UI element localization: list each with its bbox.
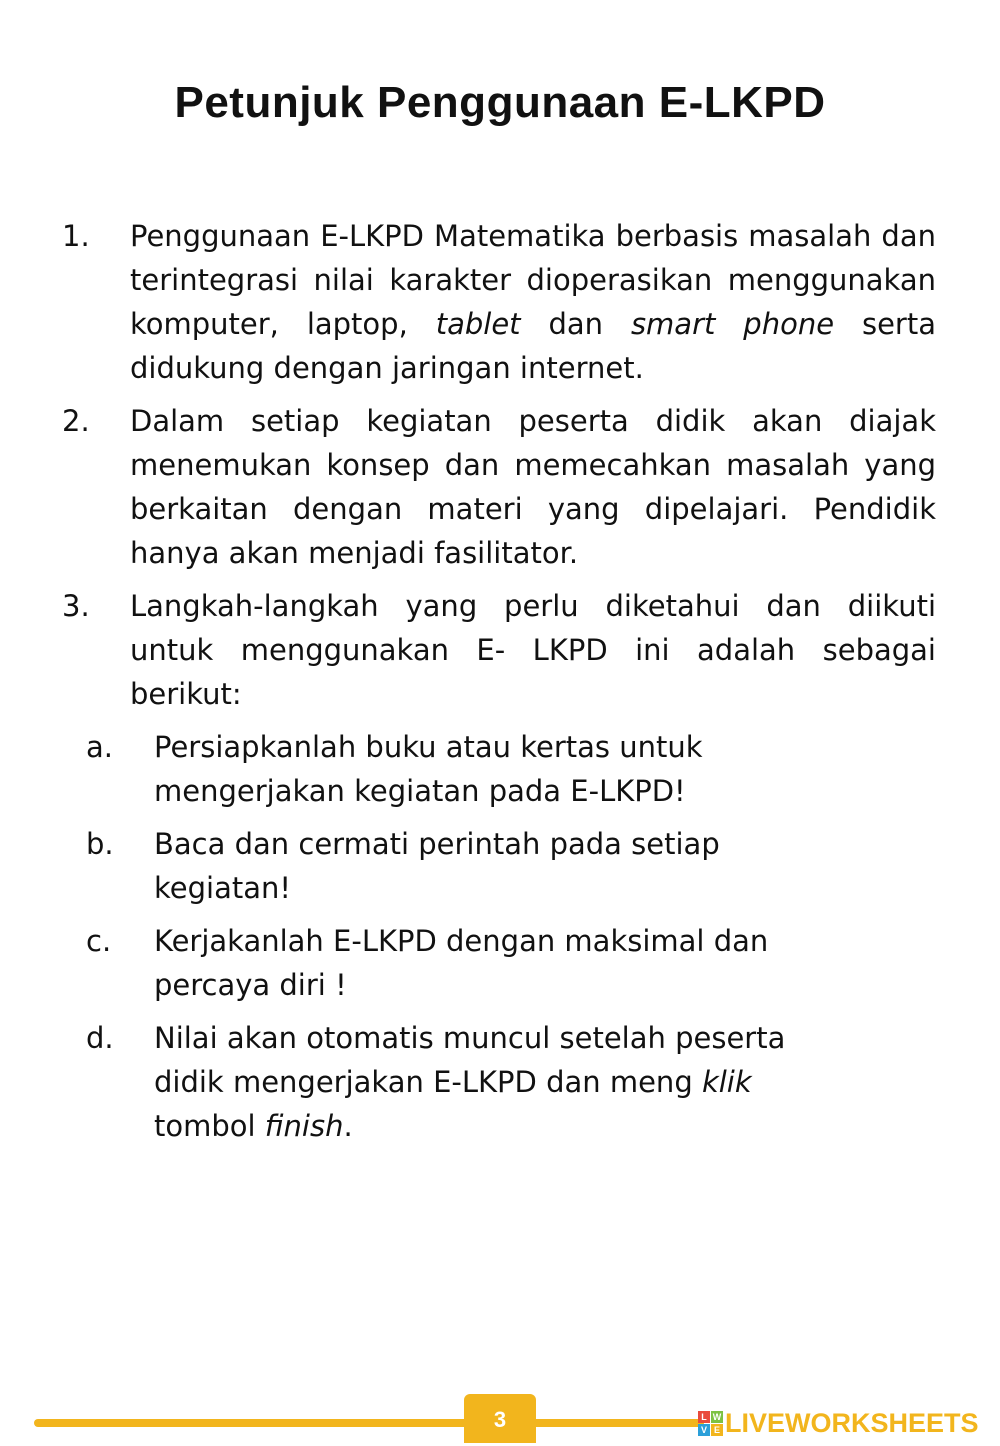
text: Penggunaan E-LKPD Matematika berbasis masalah dan terintegrasi nilai karakter dioperasikan menggunakan komputer, laptop,: [130, 219, 936, 341]
list-item: [62, 584, 936, 716]
logo-square: V: [698, 1424, 710, 1436]
instruction-list: [62, 214, 936, 1157]
italic-text: smart phone: [630, 307, 835, 341]
sub-list-item-text: [154, 919, 936, 1007]
list-item-text: [130, 214, 936, 390]
text: tombol: [154, 1109, 265, 1143]
sub-list-item: [62, 1016, 936, 1148]
sub-list-item-letter: b.: [86, 827, 114, 861]
sub-list-item-letter: a.: [86, 730, 113, 764]
text: .: [343, 1109, 353, 1143]
sub-list-item: [62, 822, 936, 910]
text: Kerjakanlah E-LKPD dengan maksimal dan percaya diri !: [154, 924, 769, 1002]
list-item-number: 1.: [62, 219, 90, 253]
sub-list-item-letter: c.: [86, 924, 112, 958]
sub-list-item-text: [154, 1016, 936, 1148]
italic-text: klik: [701, 1065, 752, 1099]
sub-list-item-letter: d.: [86, 1021, 114, 1055]
sub-list-item-text: [154, 822, 936, 910]
italic-text: finish: [264, 1109, 344, 1143]
logo-square: L: [698, 1411, 710, 1423]
text: serta didukung dengan jaringan internet.: [130, 307, 936, 385]
sub-list-item: [62, 919, 936, 1007]
logo-square: W: [712, 1411, 722, 1422]
sub-list-item-text: [154, 725, 936, 813]
list-item-number: 2.: [62, 404, 90, 438]
text: Persiapkanlah buku atau kertas untuk mengerjakan kegiatan pada E-LKPD!: [154, 730, 703, 808]
sub-list: [62, 725, 936, 1148]
logo-square: E: [711, 1424, 723, 1436]
brand-name: LIVEWORKSHEETS: [725, 1407, 979, 1438]
text: Baca dan cermati perintah pada setiap kegiatan!: [154, 827, 720, 905]
text: dan: [520, 307, 631, 341]
list-item-number: 3.: [62, 589, 90, 623]
list-item: [62, 214, 936, 390]
footer-line-right: [528, 1419, 704, 1427]
list-item: [62, 399, 936, 575]
list-item-text: [130, 399, 936, 575]
list-item-text: [130, 584, 936, 716]
italic-text: tablet: [435, 307, 521, 341]
page-title: Petunjuk Penggunaan E-LKPD: [174, 78, 826, 127]
liveworksheets-logo-icon: [698, 1411, 723, 1436]
text: Langkah-langkah yang perlu diketahui dan diikuti untuk menggunakan E- LKPD ini adalah sebagai berikut:: [130, 589, 936, 711]
page-number-badge: 3: [464, 1394, 536, 1443]
text: Nilai akan otomatis muncul setelah peserta didik mengerjakan E-LKPD dan meng: [154, 1021, 786, 1099]
liveworksheets-brand[interactable]: [698, 1406, 979, 1440]
sub-list-item: [62, 725, 936, 813]
footer-line-left: [34, 1419, 474, 1427]
text: Dalam setiap kegiatan peserta didik akan diajak menemukan konsep dan memecahkan masalah yang berkaitan dengan materi yang dipelajari. Pendidik hanya akan menjadi fasilitator.: [130, 404, 936, 570]
